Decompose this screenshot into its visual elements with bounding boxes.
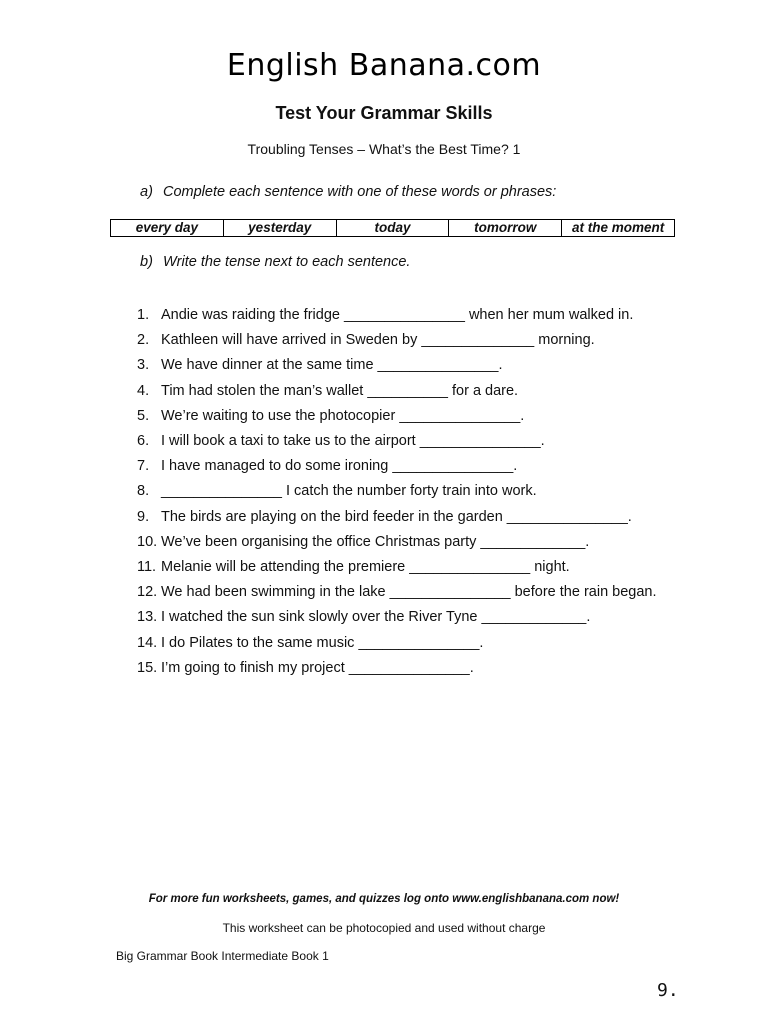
- question-item: [137, 555, 667, 580]
- question-number: 3.: [137, 357, 150, 374]
- question-item: [137, 505, 667, 530]
- question-text: I’m going to finish my project _______________.: [161, 659, 474, 676]
- word-box: [110, 219, 675, 237]
- question-item: [137, 530, 667, 555]
- question-item: [137, 631, 667, 656]
- instruction-b-text: Write the tense next to each sentence.: [163, 254, 411, 270]
- question-number: 8.: [137, 483, 150, 500]
- question-item: [137, 605, 667, 630]
- question-item: [137, 580, 667, 605]
- page-number: 9.: [657, 980, 679, 1001]
- question-number: 7.: [137, 458, 150, 475]
- question-number: 9.: [137, 508, 150, 525]
- instruction-b: [140, 254, 410, 270]
- question-item: [137, 379, 667, 404]
- question-text: We’re waiting to use the photocopier _______________.: [161, 407, 525, 424]
- question-text: We’ve been organising the office Christmas party _____________.: [161, 533, 590, 550]
- question-item: [137, 328, 667, 353]
- question-list: [137, 303, 667, 681]
- question-item: [137, 454, 667, 479]
- question-number: 10.: [137, 533, 158, 550]
- question-text: Kathleen will have arrived in Sweden by ______________ morning.: [161, 332, 595, 349]
- page-title: Test Your Grammar Skills: [275, 103, 493, 123]
- footer-note: This worksheet can be photocopied and used without charge: [222, 921, 546, 935]
- question-number: 15.: [137, 659, 158, 676]
- question-text: Melanie will be attending the premiere _______________ night.: [161, 559, 570, 576]
- question-number: 2.: [137, 332, 150, 349]
- word-option: tomorrow: [449, 220, 562, 237]
- question-text: I do Pilates to the same music _______________.: [161, 634, 484, 651]
- word-option: today: [336, 220, 449, 237]
- instruction-a-letter: a): [140, 184, 153, 200]
- site-logo: English Banana.com: [226, 48, 542, 83]
- word-option: every day: [111, 220, 224, 237]
- question-text: I watched the sun sink slowly over the River Tyne _____________.: [161, 609, 591, 626]
- question-item: [137, 656, 667, 681]
- question-text: The birds are playing on the bird feeder in the garden _______________.: [161, 508, 632, 525]
- question-item: [137, 353, 667, 378]
- question-number: 13.: [137, 609, 158, 626]
- question-text: Andie was raiding the fridge _______________ when her mum walked in.: [161, 307, 634, 323]
- instruction-a: [140, 184, 556, 200]
- question-text: I have managed to do some ironing _______________.: [161, 458, 518, 475]
- instruction-b-letter: b): [140, 254, 153, 270]
- question-item: [137, 404, 667, 429]
- worksheet-subtitle: Troubling Tenses – What’s the Best Time? 1: [247, 141, 521, 157]
- question-number: 11.: [137, 559, 157, 576]
- question-item: [137, 303, 667, 328]
- footer-promo-text: For more fun worksheets, games, and quizzes log onto www.englishbanana.com now!: [148, 893, 620, 905]
- question-number: 14.: [137, 634, 158, 651]
- question-text: _______________ I catch the number forty train into work.: [161, 483, 537, 500]
- question-text: I will book a taxi to take us to the airport _______________.: [161, 433, 545, 450]
- word-option: yesterday: [223, 220, 336, 237]
- question-number: 4.: [137, 382, 150, 399]
- question-text: Tim had stolen the man’s wallet __________ for a dare.: [161, 382, 519, 399]
- question-item: [137, 429, 667, 454]
- question-number: 6.: [137, 433, 150, 450]
- word-option: at the moment: [562, 220, 675, 237]
- book-name: Big Grammar Book Intermediate Book 1: [116, 949, 329, 963]
- question-number: 12.: [137, 584, 158, 601]
- question-number: 1.: [137, 307, 150, 323]
- question-text: We have dinner at the same time _______________.: [161, 357, 503, 374]
- question-text: We had been swimming in the lake _______________ before the rain began.: [161, 584, 657, 601]
- question-number: 5.: [137, 407, 150, 424]
- instruction-a-text: Complete each sentence with one of these words or phrases:: [163, 184, 557, 200]
- question-item: [137, 479, 667, 504]
